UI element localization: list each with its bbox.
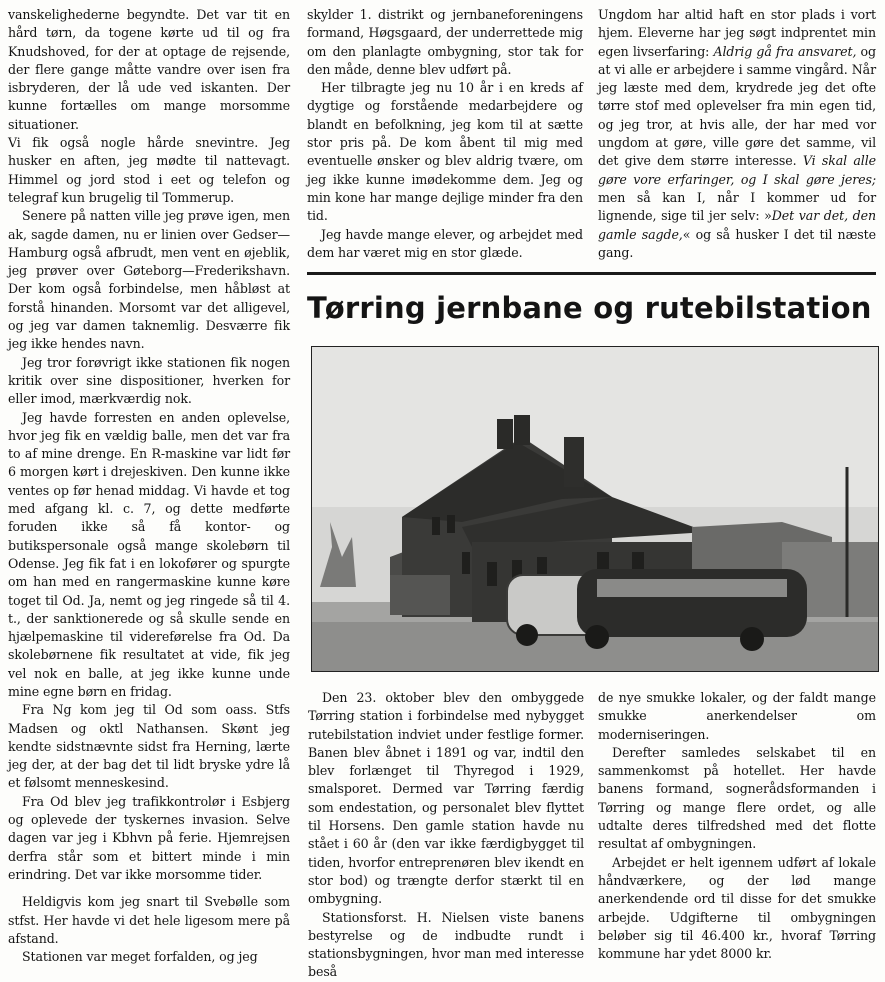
paragraph: Stationsforst. H. Nielsen viste banens bestyrelse og de indbudte rundt i stationsbygningen, hvor man med interesse beså <box>308 909 584 980</box>
paragraph: Jeg havde forresten en anden oplevelse, hvor jeg fik en vældig balle, men det var fra to af mine drenge. En R-maskine var lidt før 6 morgen kørt i drejeskiven. Den kunne ikke ventes op før henad middag. Vi havde et tog med afgang kl. c. 7, og dette medførte foruden ikke så få kontor- og butikspersonale også mange skolebørn til Odense. Jeg fik fat i en lokofører og spurgte om han med en rangermaskine kunne køre toget til Od. Ja, nemt og jeg ringede så til 4. t., der sanktionerede og så skulle sende en hjælpemaskine til videreførelse fra Od. Da skolebørnene fik resultatet at vide, fik jeg vel nok en balle, at jeg ikke kunne unde mine egne børn en fridag. <box>8 409 290 699</box>
text-run: « og så husker I det til næste gang. <box>598 226 876 260</box>
text-column-3 <box>598 6 876 262</box>
paragraph: Fra Ng kom jeg til Od som oass. Stfs Madsen og oktl Nathansen. Skønt jeg kendte sidstnævnte sidst fra Herning, lærte jeg der, at der bag det til lidt bryske ydre lå et følsomt menneskesind. <box>8 702 290 791</box>
section-divider <box>307 272 876 275</box>
paragraph: Jeg tror forøvrigt ikke stationen fik nogen kritik over sine dispositioner, hverken for eller imod, mærkværdig nok. <box>8 354 290 407</box>
paragraph: Den 23. oktober blev den ombyggede Tørring station i forbindelse med nybygget rutebilstation indviet under festlige former. Banen blev åbnet i 1891 og var, indtil den blev forlænget til Thyregod i 1929, smalsporet. Dermed var Tørring færdig som endestation, og personalet blev flyttet til Horsens. Den gamle station havde nu stået i 60 år (den var ikke færdigbygget til tiden, hvorfor entreprenøren blev ikendt en stor bod) og trængte derfor stærkt til en ombygning. <box>308 690 584 907</box>
text-column-2 <box>307 6 583 262</box>
paragraph: Jeg havde mange elever, og arbejdet med dem har været mig en stor glæde. <box>307 226 583 260</box>
text-run: og at vi alle er arbejdere i samme vingård. Når jeg læste med dem, krydrede jeg det ofte tørre stof med oplevelser fra min egen tid, og jeg tror, at hvis alle, der har med vor ungdom at gøre, ville gøre det samme, vil det give dem større interesse. <box>598 43 876 169</box>
text-column-4 <box>308 689 584 982</box>
text-column-1 <box>8 6 290 966</box>
text-run: Ungdom har altid haft en stor plads i vort hjem. Eleverne har jeg søgt indprentet min egen livserfaring: <box>598 7 876 59</box>
paragraph: vanskelighederne begyndte. Det var tit en hård tørn, da togene kørte ud til og fra Knudshoved, for der at optage de rejsende, der flere gange måtte vandre over isen fra isbryderen, der lå ude ved iskanten. Der kunne fortælles om mange morsomme situationer. <box>8 7 290 132</box>
station-photo <box>311 346 879 672</box>
text-column-5 <box>598 689 876 963</box>
paragraph: Vi fik også nogle hårde snevintre. Jeg husker en aften, jeg mødte til nattevagt. Himmel og jord stod i eet og telefon og telegraf kun brugelig til Tommerup. <box>8 135 290 205</box>
text-run: men så kan I, når I kommer ud for lignende, sige til jer selv: » <box>598 189 876 224</box>
emphasis: Aldrig gå fra ansvaret, <box>713 43 857 59</box>
paragraph: Stationen var meget forfalden, og jeg <box>22 949 258 965</box>
paragraph: skylder 1. distrikt og jernbaneforeningens formand, Høgsgaard, der underrettede mig om den planlagte ombygning, stor tak for den måde, denne blev udført på. <box>307 7 583 77</box>
emphasis: Det var det, den gamle sagde, <box>598 208 876 242</box>
paragraph: de nye smukke lokaler, og der faldt mange smukke anerkendelser om moderniseringen. <box>598 690 876 742</box>
paragraph: Derefter samledes selskabet til en sammenkomst på hotellet. Her havde banens formand, sognerådsformanden i Tørring og mange flere ordet, og alle udtalte deres tilfredshed med det flotte resultat af ombygningen. <box>598 744 876 852</box>
paragraph: Her tilbragte jeg nu 10 år i en kreds af dygtige og forstående medarbejdere og blandt en befolkning, jeg kom til at sætte stor pris på. De kom åbent til mig med eventuelle ønsker og blev aldrig tværе, om jeg ikke kunne imødekomme dem. Jeg og min kone har mange dejlige minder fra den tid. <box>307 80 583 224</box>
paragraph: Heldigvis kom jeg snart til Svebølle som stfst. Her havde vi det hele ligesom mere på afstand. <box>8 894 290 946</box>
article-headline: Tørring jernbane og rutebilstation <box>307 291 872 325</box>
paragraph <box>598 6 876 262</box>
emphasis: Vi skal alle gøre vore erfaringer, og I skal gøre jeres; <box>598 153 877 187</box>
paragraph: Fra Od blev jeg trafikkontrolør i Esbjerg og oplevede der tyskernes invasion. Selve dagen var jeg i Kbhvn på ferie. Hjemrejsen derfra står som et bittert minde i min erindring. Det var ikke morsomme tider. <box>8 793 290 882</box>
paragraph: Arbejdet er helt igennem udført af lokale håndværkere, og der lød mange anerkendende ord til disse for det smukke arbejde. Udgifterne til ombygningen beløber sig til 46.400 kr., hvoraf Tørring kommune har ydet 8000 kr. <box>598 854 876 962</box>
paragraph: Senere på natten ville jeg prøve igen, men ak, sagde damen, nu er linien over Gedser—Hamburg også afbrudt, men vent en øjeblik, jeg prøver over Gøteborg—Frederikshavn. Der kom også forbindelse, men håbløst at forstå hinanden. Morsomt var det alligevel, og jeg var damen taknemlig. Desværre fik jeg ikke hendes navn. <box>8 208 290 352</box>
